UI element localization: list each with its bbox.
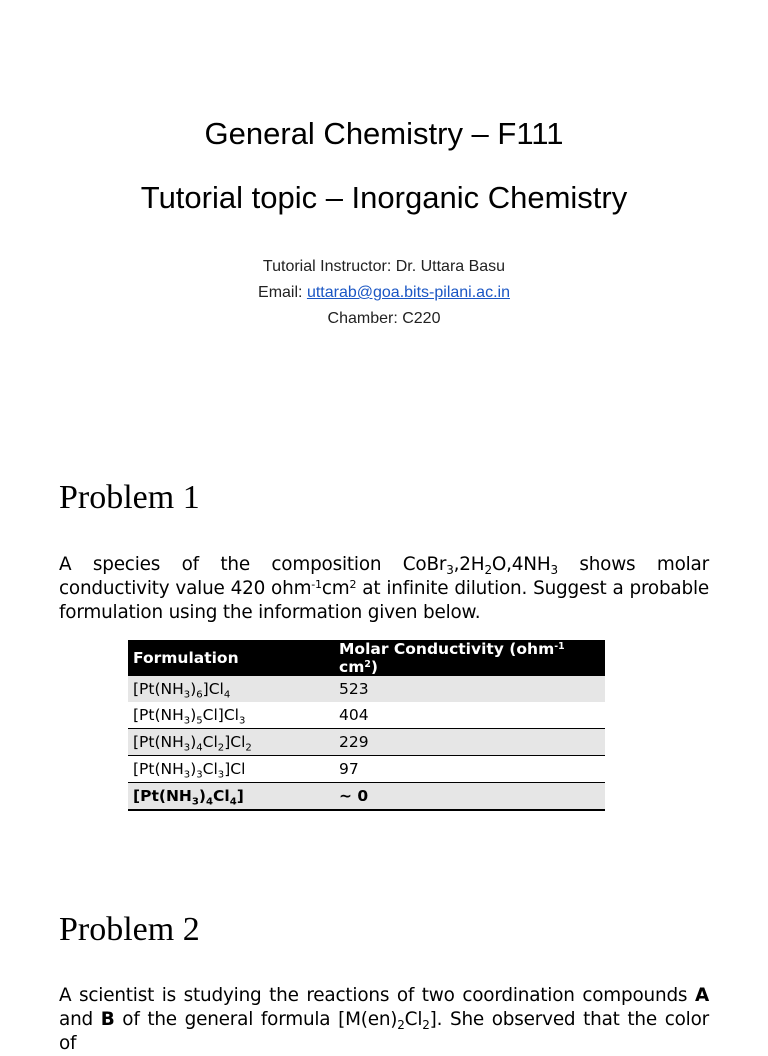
email-link[interactable]: uttarab@goa.bits-pilani.ac.in: [306, 284, 510, 301]
instructor-line: Tutorial Instructor: Dr. Uttara Basu: [262, 258, 506, 275]
formulation-cell: $[Pt(NH_3)_5Cl]Cl_3$: [133, 706, 246, 727]
conductivity-cell: 229: [334, 729, 605, 756]
course-title: General Chemistry – F111: [204, 116, 564, 151]
formulation-header: Formulation: [128, 640, 334, 676]
conductivity-cell: 404: [339, 706, 369, 724]
conductivity-header: Molar Conductivity (ohm$^{-1}$ $cm^2$): [334, 640, 605, 676]
conductivity-table: [128, 640, 605, 811]
table-row: [128, 676, 605, 702]
table-row: [128, 729, 605, 756]
email-line: [0, 283, 768, 303]
problem-1-text: A species of the composition $CoBr_3,2H_2O,4NH_3$ shows molar conductivity value 420 $ohm^{-1}cm^2$ at infinite dilution. Suggest a probable formulation using the information given below.: [59, 554, 709, 623]
formulation-cell: $[Pt(NH_3)_6]Cl_4$: [128, 676, 334, 702]
table-header-row: [128, 640, 605, 676]
problem-2-heading: Problem 2: [59, 911, 200, 948]
topic-title: Tutorial topic – Inorganic Chemistry: [140, 180, 628, 215]
conductivity-cell: 97: [334, 756, 605, 783]
formulation-cell: $[Pt(NH_3)_4Cl_4]$: [128, 783, 334, 811]
table-row: [128, 783, 605, 811]
conductivity-cell: 523: [334, 676, 605, 702]
formulation-cell: $[Pt(NH_3)_3Cl_3]Cl$: [128, 756, 334, 783]
conductivity-cell: ~ 0: [334, 783, 605, 811]
email-label: Email:: [258, 284, 307, 301]
table-row: [128, 756, 605, 783]
chamber-line: Chamber: C220: [327, 310, 441, 327]
problem-2-text: A scientist is studying the reactions of two coordination compounds A and B of the general formula $[M(en)_2Cl_2]$. She observed that the color of: [59, 985, 709, 1054]
problem-1-heading: Problem 1: [59, 479, 200, 516]
formulation-cell: $[Pt(NH_3)_4Cl_2]Cl_2$: [128, 729, 334, 756]
table-row: [128, 702, 605, 729]
